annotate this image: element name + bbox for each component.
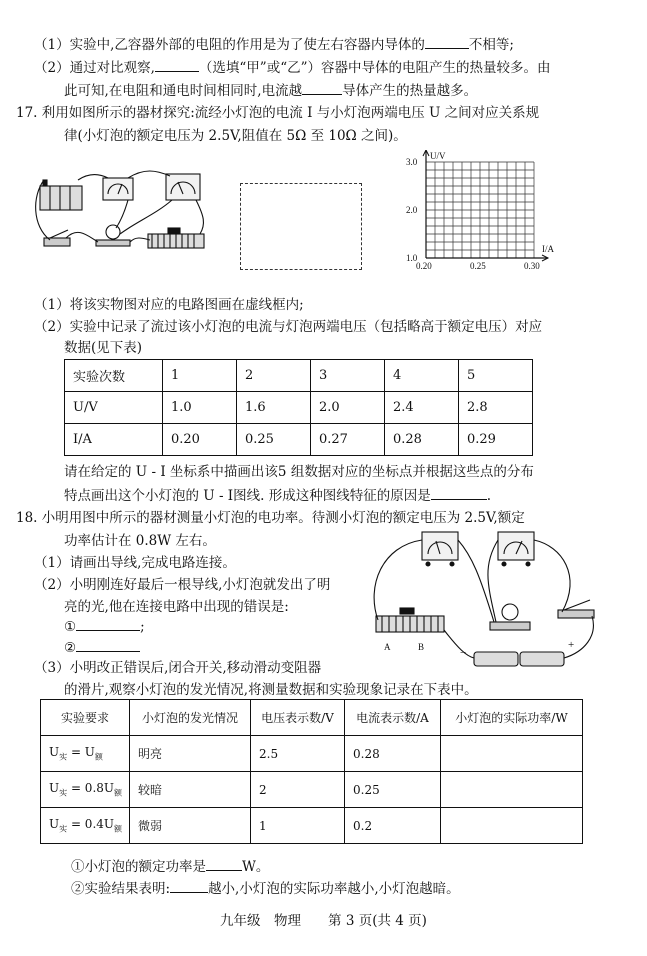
q18-conclusion-1 [71,857,269,876]
q17-after-line1: 请在给定的 U - I 坐标系中描画出该5 组数据对应的坐标点并根据这些点的分布 [64,464,534,480]
table-cell: 0.20 [163,424,237,456]
req-subscript: 实 [59,824,68,834]
q18-conclusion-2 [71,879,460,898]
table-cell: 1 [251,808,345,844]
table-cell: 0.2 [345,808,441,844]
y-tick-label: 2.0 [406,205,418,215]
table-cell: 0.25 [237,424,311,456]
x-tick-label: 0.25 [470,261,486,271]
q16-line3 [64,81,477,100]
answer-blank[interactable] [170,879,208,893]
table-cell: 2.4 [385,392,459,424]
table-header: 电流表示数/A [345,700,441,736]
table-cell: 实验次数 [65,360,163,392]
q17-sub2-line1: （2）实验中记录了流过该小灯泡的电流与灯泡两端电压（包括略高于额定电压）对应 [34,319,543,335]
table-cell: 1.6 [237,392,311,424]
q16-line3-b: 导体产生的热量越多。 [342,83,478,99]
x-tick-label: 0.20 [416,261,432,271]
q17-stem-1: 17. 利用如图所示的器材探究:流经小灯泡的电流 I 与小灯泡两端电压 U 之间对应关系规 [16,105,540,121]
q18-sub1: （1）请画出导线,完成电路连接。 [34,555,236,571]
req-symbol: U [49,816,60,831]
table-cell: 2.0 [311,392,385,424]
q18-circuit-illustration [362,526,612,676]
rheostat-label-b: B [418,642,425,652]
q16-line2-a: （2）通过对比观察, [34,60,155,76]
table-cell: 2 [237,360,311,392]
u-i-graph[interactable] [404,150,564,276]
q18-sub3-line1: （3）小明改正错误后,闭合开关,移动滑动变阻器 [34,660,322,676]
x-tick-label: 0.30 [524,261,540,271]
rheostat-label-a: A [384,642,391,652]
q17-after-line2-text: 特点画出这个小灯泡的 U - I图线. 形成这种图线特征的原因是 [64,488,431,504]
x-axis-label: I/A [542,244,554,254]
q16-line3-a: 此可知,在电阻和通电时间相同时,电流越 [64,83,303,99]
conclusion-2-a: ②实验结果表明: [71,881,171,897]
req-expression: = U [67,744,95,759]
table-header: 小灯泡的实际功率/W [441,700,583,736]
q18-sub2-line1: （2）小明刚连好最后一根导线,小灯泡就发出了明 [34,577,331,593]
req-expression: = 0.4U [67,816,115,831]
y-tick-label: 3.0 [406,157,418,167]
table-cell: U/V [65,392,163,424]
table-row [65,424,533,456]
table-header: 电压表示数/V [251,700,345,736]
q17-data-table [64,359,533,456]
table-cell: 0.29 [459,424,533,456]
table-cell: 2.5 [251,736,345,772]
q17-after-line2-end: . [486,488,492,504]
error-1-marker: ① [64,619,77,635]
table-row [41,808,583,844]
q17-sub1: （1）将该实物图对应的电路图画在虚线框内; [34,297,304,313]
table-cell: 2 [251,772,345,808]
page-footer: 九年级 物理 第 3 页(共 4 页) [220,913,427,929]
table-row [65,392,533,424]
q17-after-line2 [64,486,491,505]
table-cell: 较暗 [130,772,251,808]
table-cell: 微弱 [130,808,251,844]
req-subscript: 额 [94,752,103,762]
q18-stem-2: 功率估计在 0.8W 左右。 [64,533,216,549]
q18-sub3-line2: 的滑片,观察小灯泡的发光情况,将测量数据和实验现象记录在下表中。 [64,682,478,698]
q17-apparatus-illustration [28,166,218,276]
req-symbol: U [49,780,60,795]
table-cell-requirement [41,772,130,808]
power-answer-cell[interactable] [441,808,583,844]
answer-blank[interactable] [76,638,140,652]
answer-blank[interactable] [206,857,242,871]
table-cell: 明亮 [130,736,251,772]
conclusion-1-a: ①小灯泡的额定功率是 [71,859,206,875]
req-expression: = 0.8U [67,780,115,795]
table-header: 小灯泡的发光情况 [130,700,251,736]
answer-blank[interactable] [76,617,140,631]
table-cell: 2.8 [459,392,533,424]
conclusion-2-b: 越小,小灯泡的实际功率越小,小灯泡越暗。 [208,881,460,897]
q18-error-1 [64,617,145,636]
circuit-diagram-answer-box[interactable] [240,183,362,270]
answer-blank[interactable] [302,81,342,95]
power-answer-cell[interactable] [441,736,583,772]
q16-line1-end: 不相等; [468,37,514,53]
table-cell: 1 [163,360,237,392]
req-subscript: 额 [114,824,123,834]
table-cell: 1.0 [163,392,237,424]
table-cell-requirement [41,808,130,844]
table-cell: 5 [459,360,533,392]
table-cell: I/A [65,424,163,456]
q18-results-table [40,699,583,844]
q18-stem-1: 18. 小明用图中所示的器材测量小灯泡的电功率。待测小灯泡的额定电压为 2.5V,额定 [16,510,525,526]
answer-blank[interactable] [155,58,199,72]
power-answer-cell[interactable] [441,772,583,808]
conclusion-1-b: W。 [242,859,270,875]
req-subscript: 额 [114,788,123,798]
table-cell: 4 [385,360,459,392]
table-cell: 0.28 [345,736,441,772]
answer-blank[interactable] [431,486,487,500]
q17-stem-2: 律(小灯泡的额定电压为 2.5V,阻值在 5Ω 至 10Ω 之间)。 [64,128,407,144]
table-cell: 0.27 [311,424,385,456]
q16-line1-text: （1）实验中,乙容器外部的电阻的作用是为了使左右容器内导体的 [34,37,425,53]
table-cell: 0.28 [385,424,459,456]
battery-plus-label: + [568,639,575,651]
table-row [41,736,583,772]
table-row [65,360,533,392]
y-axis-label: U/V [430,151,446,161]
q18-error-2 [64,638,140,657]
q18-sub2-line2: 亮的光,他在连接电路中出现的错误是: [64,599,289,615]
req-subscript: 实 [59,788,68,798]
table-cell-requirement [41,736,130,772]
answer-blank[interactable] [425,35,469,49]
req-subscript: 实 [59,752,68,762]
q16-line2 [34,58,551,77]
table-row [41,772,583,808]
table-cell: 3 [311,360,385,392]
req-symbol: U [49,744,60,759]
y-tick-label: 1.0 [406,253,418,263]
q16-line2-b: （选填“甲”或“乙”）容器中导体的电阻产生的热量较多。由 [198,60,551,76]
error-2-marker: ② [64,640,77,656]
table-cell: 0.25 [345,772,441,808]
table-header: 实验要求 [41,700,130,736]
table-header-row [41,700,583,736]
q17-sub2-line2: 数据(见下表) [64,340,143,356]
battery-minus-label: − [460,647,467,659]
q16-line1 [34,35,514,54]
error-1-end: ; [140,619,145,635]
